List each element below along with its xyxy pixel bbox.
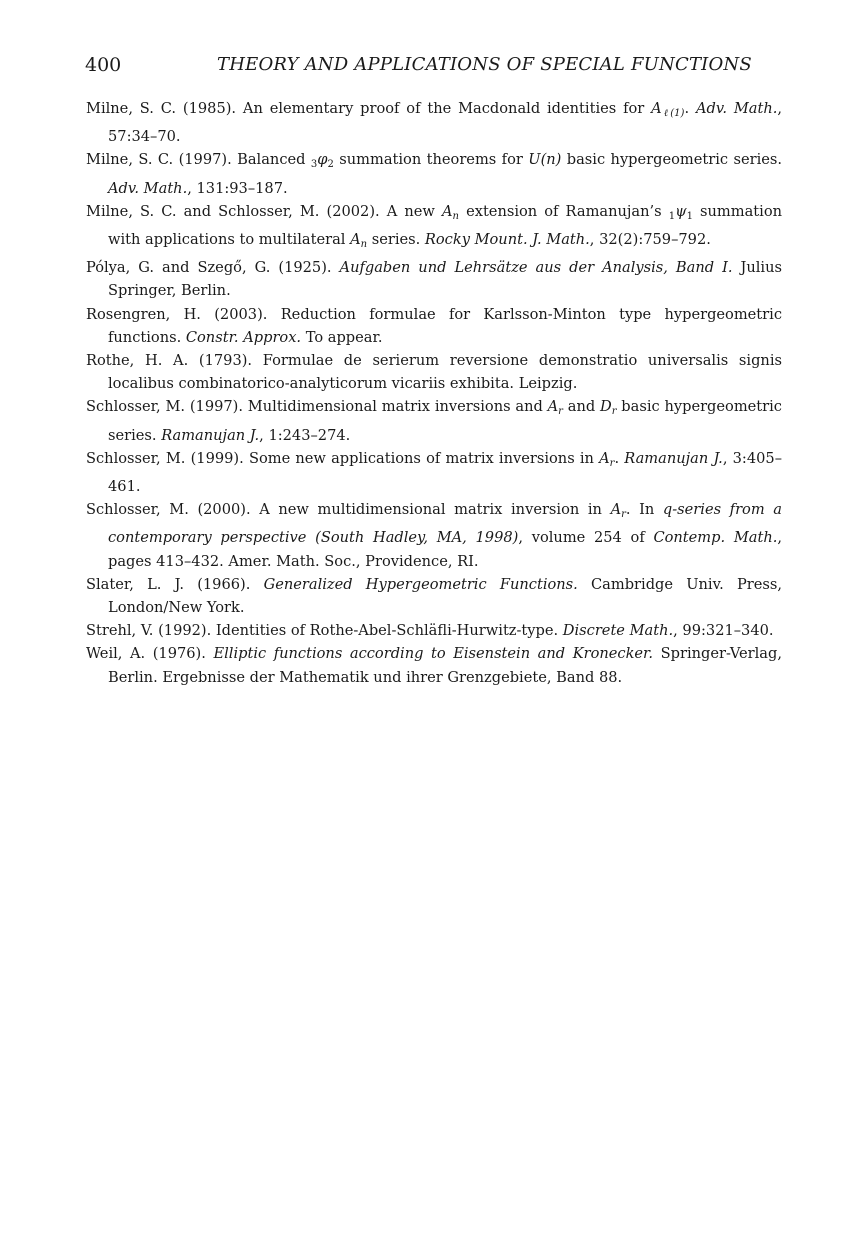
reference-milne-1985 [86,97,782,148]
ref-text: Julius Springer, Berlin. [108,259,782,300]
math-subscript: r [609,457,615,469]
ref-text: , 131:93–187. [187,179,288,197]
page-number: 400 [85,54,122,76]
running-title: THEORY AND APPLICATIONS OF SPECIAL FUNCTIONS [217,54,752,75]
math-symbol: A [651,100,662,117]
ref-text: Schlosser, M. (1999). Some new applications of matrix inversions in [86,449,600,467]
journal-title: Ramanujan J. [161,426,260,444]
reference-schlosser-1997 [86,395,782,446]
math-subscript: r [621,509,626,521]
ref-text: summation with applications to multilateral [108,202,783,249]
ref-text: , 1:243–274. [259,426,351,444]
ref-text: basic hypergeometric series. [108,398,782,444]
ref-text: Springer-Verlag, Berlin. Ergebnisse der Mathematik und ihrer Grenzgebiete, Band 88. [108,645,782,686]
reference-milne-1997 [86,148,782,199]
math-prescript: 3 [310,159,318,171]
ref-text: series. [367,231,425,249]
journal-title: Rocky Mount. J. Math. [424,231,590,249]
math-subscript: 2 [327,159,334,171]
reference-slater-1966 [86,573,782,619]
book-title: q-series from a contemporary perspective (South Hadley, MA, 1998) [108,501,782,547]
journal-title: Contemp. Math. [653,529,778,547]
math-symbol: A [599,449,610,467]
reference-milne-schlosser-2002 [86,200,782,256]
ref-text: basic hypergeometric series. [561,151,782,169]
journal-title: Discrete Math. [562,622,674,640]
ref-text: summation theorems for [333,151,529,169]
reference-rothe-1793 [86,349,782,395]
ref-text: . In [625,501,663,519]
math-subscript: ℓ(1) [661,108,685,119]
reference-polya-szego-1925 [86,256,782,302]
journal-title: Adv. Math. [695,100,778,117]
ref-text: Weil, A. (1976). [86,645,214,663]
ref-text: , 3:405–461. [108,449,782,496]
reference-schlosser-2000 [86,498,782,573]
journal-title: Constr. Approx. [185,328,302,346]
math-prescript: 1 [668,210,676,222]
ref-text: . [614,449,625,467]
ref-text: Milne, S. C. (1997). Balanced [86,151,311,169]
book-title: Elliptic functions according to Eisenstein and Kronecker. [213,645,654,663]
ref-text: Rosengren, H. (2003). Reduction formulae for Karlsson-Minton type hypergeometric functions. [86,305,782,346]
reference-rosengren-2003 [86,303,782,349]
ref-text: . [684,100,696,117]
math-symbol: A [350,231,361,249]
math-subscript: r [611,406,617,418]
ref-text: To appear. [301,328,383,346]
math-subscript: 1 [686,210,693,222]
math-symbol: U [528,151,541,169]
ref-text: Slater, L. J. (1966). [86,575,264,593]
math-symbol: ψ [675,202,687,220]
ref-text: , 99:321–340. [673,622,774,640]
math-symbol: A [610,501,622,519]
reference-strehl-1992 [86,619,782,642]
ref-text: and [562,398,600,416]
journal-title: Ramanujan J. [624,449,723,467]
ref-text: Pólya, G. and Szegő, G. (1925). [86,259,340,277]
journal-title: Adv. Math. [108,179,188,197]
ref-text: Schlosser, M. (1997). Multidimensional matrix inversions and [86,398,548,416]
ref-text: Rothe, H. A. (1793). Formulae de serierum reversione demonstratio universalis signis localibus combinatorico-analyticorum vicariis exhibita. Leipzig. [86,352,782,393]
math-symbol: A [442,202,453,220]
math-subscript: r [558,406,563,418]
math-symbol: φ [317,151,328,169]
ref-text: Milne, S. C. (1985). An elementary proof of the Macdonald identities for [86,100,652,117]
reference-list [86,97,782,689]
math-symbol: A [547,398,559,416]
book-title: Generalized Hypergeometric Functions. [263,575,578,593]
math-symbol: (n) [540,151,562,169]
ref-text: Schlosser, M. (2000). A new multidimensional matrix inversion in [86,501,611,519]
ref-text: Strehl, V. (1992). Identities of Rothe-Abel-Schläfli-Hurwitz-type. [86,622,563,640]
ref-text: , volume 254 of [518,529,654,547]
math-symbol: D [600,398,612,416]
reference-schlosser-1999 [86,447,782,498]
ref-text: , pages 413–432. Amer. Math. Soc., Providence, RI. [108,529,783,570]
ref-text: extension of Ramanujan’s [459,202,669,220]
book-title: Aufgaben und Lehrsätze aus der Analysis, Band I. [339,259,733,277]
ref-text: Milne, S. C. and Schlosser, M. (2002). A new [86,202,442,220]
math-subscript: n [360,239,368,251]
reference-weil-1976 [86,642,782,688]
ref-text: Cambridge Univ. Press, London/New York. [108,575,782,617]
running-head [85,52,771,78]
math-subscript: n [452,210,459,222]
ref-text: , 32(2):759–792. [589,231,711,249]
ref-text: , 57:34–70. [108,100,783,146]
